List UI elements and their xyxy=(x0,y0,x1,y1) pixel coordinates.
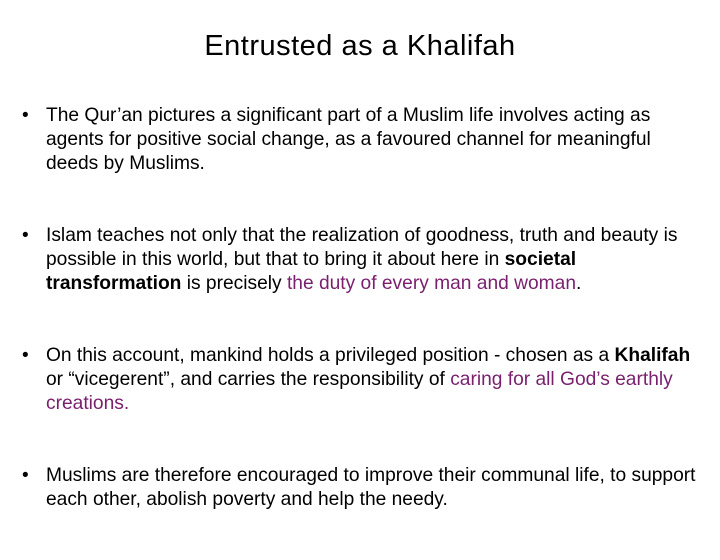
bullet-item xyxy=(22,104,702,176)
bullet-text: is precisely xyxy=(181,273,287,294)
bullet-highlight: caring for all God’s earthly creations. xyxy=(46,369,673,414)
bullet-dot-icon: • xyxy=(22,345,29,366)
bullet-text: Muslims are therefore encouraged to improve their communal life, to support each other, abolish poverty and help the needy. xyxy=(46,465,696,510)
bullet-emphasis: Khalifah xyxy=(614,345,691,366)
bullet-item xyxy=(22,344,702,416)
bullet-highlight: the duty of every man and woman xyxy=(286,273,576,294)
bullet-list xyxy=(22,104,702,560)
bullet-text: The Qur’an pictures a significant part of a Muslim life involves acting as agents for positive social change, as a favoured channel for meaningful deeds by Muslims. xyxy=(46,105,651,174)
bullet-text: On this account, mankind holds a privileged position - chosen as a xyxy=(46,345,615,366)
bullet-dot-icon: • xyxy=(22,225,29,246)
bullet-item xyxy=(22,464,702,512)
bullet-text: or “vicegerent”, and carries the responsibility of xyxy=(46,369,451,390)
bullet-text: . xyxy=(576,273,582,294)
bullet-text: Islam teaches not only that the realization of goodness, truth and beauty is possible in this world, but that to bring it about here in xyxy=(46,225,678,270)
bullet-item xyxy=(22,224,702,296)
slide-title: Entrusted as a Khalifah xyxy=(204,30,516,62)
bullet-dot-icon: • xyxy=(22,105,29,126)
bullet-emphasis: societal transformation xyxy=(46,249,577,294)
bullet-dot-icon: • xyxy=(22,465,29,486)
